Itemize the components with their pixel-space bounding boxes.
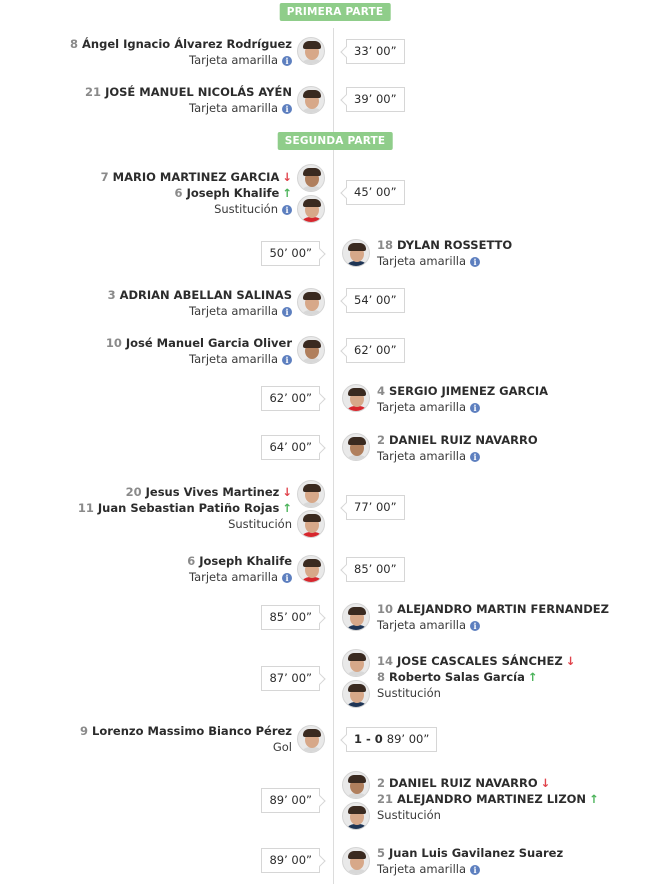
event-type: Tarjeta amarilla <box>188 304 278 318</box>
event-time: 50’ 00” <box>261 241 320 266</box>
info-icon[interactable]: i <box>470 403 480 413</box>
event-type: Sustitución <box>214 202 278 216</box>
info-icon[interactable]: i <box>282 573 292 583</box>
event-type: Sustitución <box>228 517 292 531</box>
player-name[interactable]: 21 ALEJANDRO MARTINEZ LIZON ↑ <box>377 792 599 806</box>
info-icon[interactable]: i <box>282 56 292 66</box>
event-type: Gol <box>272 740 292 754</box>
arrow-up-icon: ↑ <box>527 670 538 684</box>
player-name[interactable]: 2 DANIEL RUIZ NAVARRO <box>377 433 538 447</box>
player-name[interactable]: 9 Lorenzo Massimo Bianco Pérez <box>80 724 292 738</box>
event-type: Tarjeta amarilla <box>377 254 467 268</box>
score: 1 - 0 <box>354 732 383 746</box>
event-time: 33’ 00” <box>346 39 405 64</box>
player-name[interactable]: 8 Roberto Salas García ↑ <box>377 670 538 684</box>
arrow-up-icon: ↑ <box>282 501 292 515</box>
event-time: 62’ 00” <box>346 338 405 363</box>
player-avatar <box>342 802 370 830</box>
event-time: 87’ 00” <box>261 666 320 691</box>
event-type: Tarjeta amarilla <box>188 53 278 67</box>
player-name[interactable]: 11 Juan Sebastian Patiño Rojas ↑ <box>77 501 292 515</box>
player-name[interactable]: 10 José Manuel Garcia Oliver <box>105 336 292 350</box>
arrow-up-icon: ↑ <box>589 792 599 806</box>
arrow-up-icon: ↑ <box>282 186 292 200</box>
event-time: 1 - 0 89’ 00” <box>346 727 437 752</box>
event-type: Tarjeta amarilla <box>377 618 467 632</box>
event-time: 77’ 00” <box>346 495 405 520</box>
arrow-down-icon: ↓ <box>565 654 576 668</box>
player-avatar <box>342 384 370 412</box>
info-icon[interactable]: i <box>470 621 480 631</box>
player-avatar <box>297 195 325 223</box>
player-avatar <box>297 336 325 364</box>
info-icon[interactable]: i <box>282 205 292 215</box>
player-name[interactable]: 21 JOSÉ MANUEL NICOLÁS AYÉN <box>85 85 292 99</box>
period-badge-second: SEGUNDA PARTE <box>278 132 393 150</box>
event-time: 85’ 00” <box>261 605 320 630</box>
event-time: 89’ 00” <box>261 848 320 873</box>
event-type: Sustitución <box>377 686 441 700</box>
event-type: Tarjeta amarilla <box>377 449 467 463</box>
event-time: 64’ 00” <box>261 435 320 460</box>
player-avatar <box>342 649 370 677</box>
player-avatar <box>297 86 325 114</box>
event-type: Sustitución <box>377 808 441 822</box>
player-name[interactable]: 3 ADRIAN ABELLAN SALINAS <box>107 288 292 302</box>
player-avatar <box>342 433 370 461</box>
player-avatar <box>342 771 370 799</box>
event-type: Tarjeta amarilla <box>188 352 278 366</box>
player-name[interactable]: 6 Joseph Khalife <box>187 554 292 568</box>
event-time: 54’ 00” <box>346 288 405 313</box>
event-type: Tarjeta amarilla <box>188 570 278 584</box>
arrow-down-icon: ↓ <box>282 485 292 499</box>
player-avatar <box>297 288 325 316</box>
event-time: 62’ 00” <box>261 386 320 411</box>
event-time: 85’ 00” <box>346 557 405 582</box>
info-icon[interactable]: i <box>470 865 480 875</box>
event-type: Tarjeta amarilla <box>377 400 467 414</box>
player-name[interactable]: 14 JOSE CASCALES SÁNCHEZ ↓ <box>377 654 576 668</box>
player-avatar <box>297 37 325 65</box>
timeline-line <box>333 28 334 884</box>
info-icon[interactable]: i <box>282 307 292 317</box>
arrow-down-icon: ↓ <box>540 776 551 790</box>
arrow-down-icon: ↓ <box>282 170 292 184</box>
info-icon[interactable]: i <box>470 452 480 462</box>
player-avatar <box>297 480 325 508</box>
player-name[interactable]: 5 Juan Luis Gavilanez Suarez <box>377 846 564 860</box>
event-type: Tarjeta amarilla <box>377 862 467 876</box>
player-name[interactable]: 18 DYLAN ROSSETTO <box>377 238 513 252</box>
player-name[interactable]: 2 DANIEL RUIZ NAVARRO ↓ <box>377 776 551 790</box>
info-icon[interactable]: i <box>282 104 292 114</box>
player-name[interactable]: 4 SERGIO JIMENEZ GARCIA <box>377 384 548 398</box>
info-icon[interactable]: i <box>282 355 292 365</box>
player-name[interactable]: 6 Joseph Khalife ↑ <box>174 186 292 200</box>
info-icon[interactable]: i <box>470 257 480 267</box>
player-name[interactable]: 20 Jesus Vives Martinez ↓ <box>125 485 292 499</box>
event-type: Tarjeta amarilla <box>188 101 278 115</box>
player-avatar <box>342 239 370 267</box>
player-avatar <box>297 725 325 753</box>
period-badge-first: PRIMERA PARTE <box>280 3 391 21</box>
event-time: 45’ 00” <box>346 180 405 205</box>
player-name[interactable]: 7 MARIO MARTINEZ GARCIA ↓ <box>100 170 292 184</box>
event-time: 39’ 00” <box>346 87 405 112</box>
player-name[interactable]: 8 Ángel Ignacio Álvarez Rodríguez <box>70 37 292 51</box>
player-avatar <box>342 680 370 708</box>
event-time: 89’ 00” <box>261 788 320 813</box>
player-name[interactable]: 10 ALEJANDRO MARTIN FERNANDEZ <box>377 602 609 616</box>
player-avatar <box>297 510 325 538</box>
player-avatar <box>297 555 325 583</box>
player-avatar <box>342 603 370 631</box>
player-avatar <box>297 164 325 192</box>
player-avatar <box>342 847 370 875</box>
